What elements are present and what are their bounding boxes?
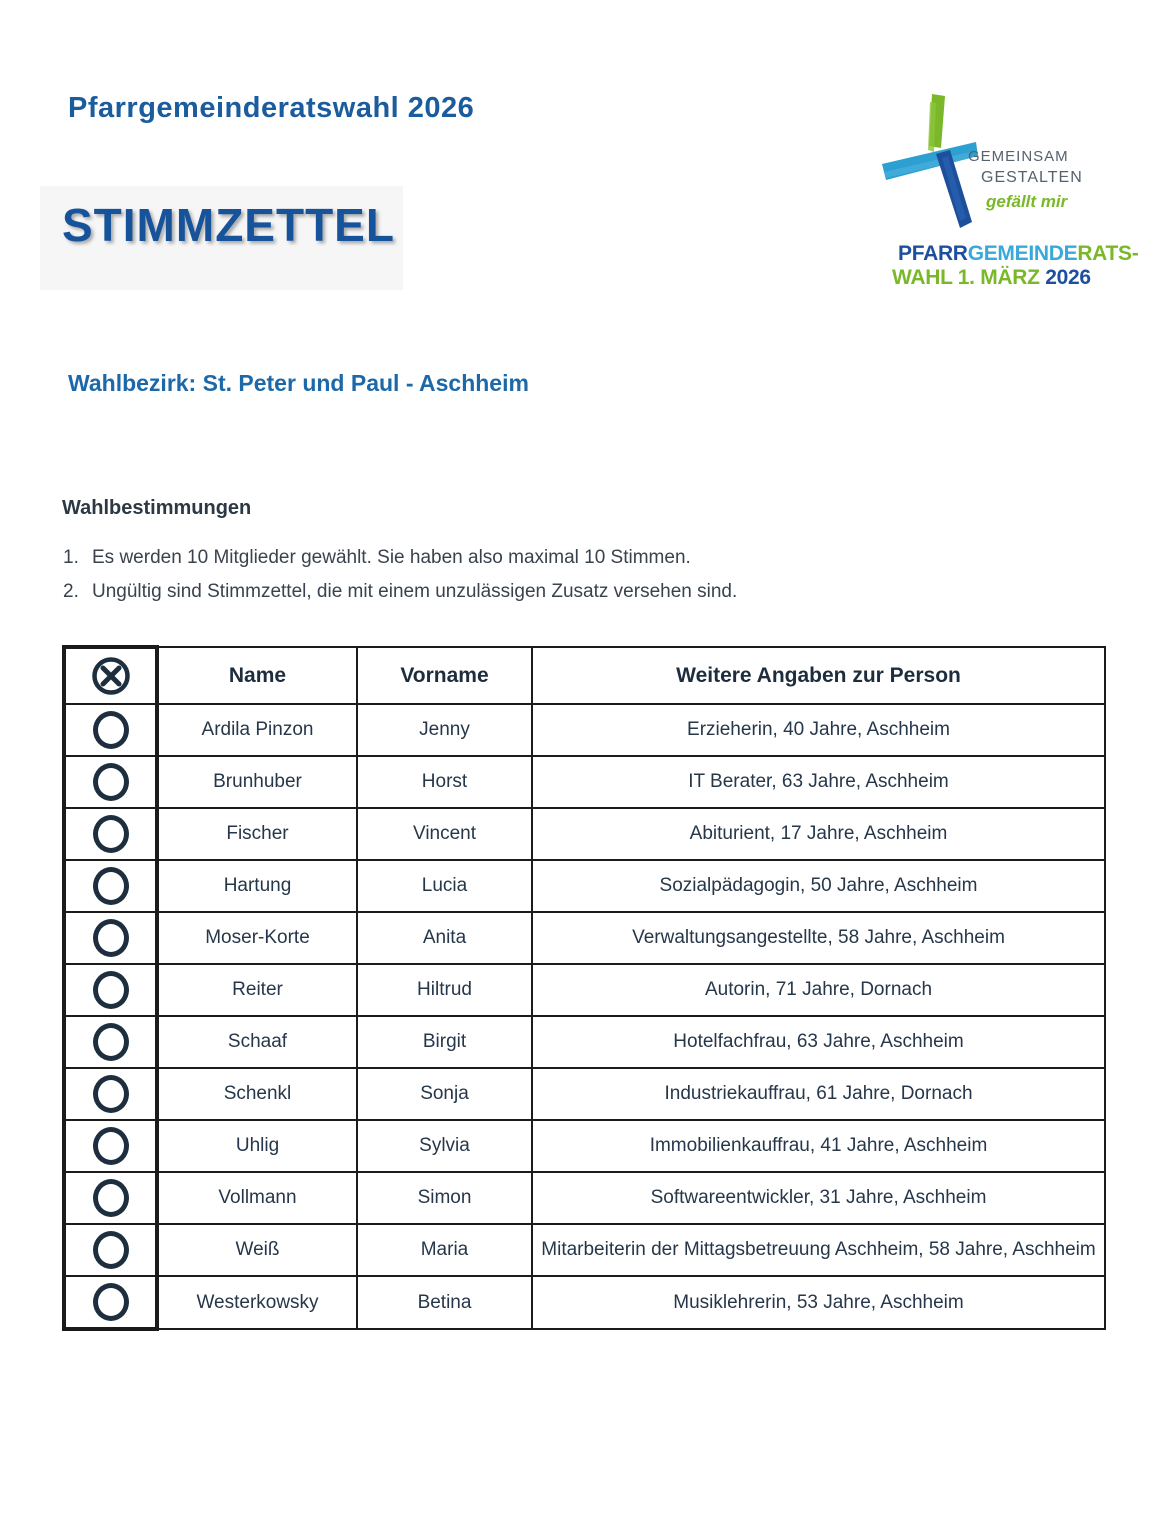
campaign-part-year: 2026 — [1045, 266, 1091, 289]
candidate-vorname: Horst — [357, 756, 532, 808]
vote-circle[interactable] — [93, 971, 129, 1009]
campaign-part-wahl: WAHL 1. MÄRZ — [892, 266, 1046, 289]
rule-number: 2. — [63, 581, 79, 602]
candidate-row — [64, 1224, 1105, 1276]
rules-heading: Wahlbestimmungen — [62, 497, 252, 519]
candidate-info: IT Berater, 63 Jahre, Aschheim — [532, 756, 1105, 808]
vote-circle[interactable] — [93, 1231, 129, 1269]
candidate-name: Weiß — [157, 1224, 357, 1276]
candidate-row — [64, 1120, 1105, 1172]
ballot-heading: STIMMZETTEL — [62, 199, 395, 251]
candidate-vorname: Sonja — [357, 1068, 532, 1120]
candidate-vorname: Maria — [357, 1224, 532, 1276]
candidate-info: Autorin, 71 Jahre, Dornach — [532, 964, 1105, 1016]
candidate-info: Softwareentwickler, 31 Jahre, Aschheim — [532, 1172, 1105, 1224]
candidate-name: Hartung — [157, 860, 357, 912]
candidate-name: Uhlig — [157, 1120, 357, 1172]
candidate-row — [64, 1016, 1105, 1068]
candidate-vorname: Lucia — [357, 860, 532, 912]
vote-circle[interactable] — [93, 1283, 129, 1321]
candidate-rows — [64, 704, 1105, 1329]
vote-mark-cell — [64, 1276, 157, 1329]
rule-item — [63, 581, 737, 603]
candidate-info: Industriekauffrau, 61 Jahre, Dornach — [532, 1068, 1105, 1120]
vote-circle[interactable] — [93, 919, 129, 957]
vote-circle[interactable] — [93, 1075, 129, 1113]
candidate-row — [64, 704, 1105, 756]
vote-mark-cell — [64, 1120, 157, 1172]
mark-column-header — [64, 647, 157, 704]
candidate-vorname: Vincent — [357, 808, 532, 860]
campaign-part-rats: RATS- — [1077, 242, 1139, 265]
rule-number: 1. — [63, 547, 79, 568]
candidate-row — [64, 1068, 1105, 1120]
vote-mark-cell — [64, 1068, 157, 1120]
candidate-info: Musiklehrerin, 53 Jahre, Aschheim — [532, 1276, 1105, 1329]
vote-mark-cell — [64, 860, 157, 912]
candidate-row — [64, 860, 1105, 912]
rules-list — [63, 547, 737, 615]
vote-circle[interactable] — [93, 1179, 129, 1217]
candidate-info: Mitarbeiterin der Mittagsbetreuung Aschheim, 58 Jahre, Aschheim — [532, 1224, 1105, 1276]
candidate-info: Erzieherin, 40 Jahre, Aschheim — [532, 704, 1105, 756]
candidate-name: Vollmann — [157, 1172, 357, 1224]
candidate-vorname: Jenny — [357, 704, 532, 756]
rule-item — [63, 547, 737, 569]
page-title: Pfarrgemeinderatswahl 2026 — [68, 92, 475, 124]
vote-circle[interactable] — [93, 1127, 129, 1165]
candidate-table — [62, 645, 1106, 1331]
candidate-row — [64, 808, 1105, 860]
candidate-name: Ardila Pinzon — [157, 704, 357, 756]
rule-text: Ungültig sind Stimmzettel, die mit einem unzulässigen Zusatz versehen sind. — [92, 581, 738, 602]
candidate-row — [64, 964, 1105, 1016]
column-header-info: Weitere Angaben zur Person — [532, 647, 1105, 704]
candidate-row — [64, 1276, 1105, 1329]
campaign-line2 — [892, 266, 1091, 290]
vote-mark-cell — [64, 1016, 157, 1068]
candidate-name: Schaaf — [157, 1016, 357, 1068]
candidate-info: Verwaltungsangestellte, 58 Jahre, Aschheim — [532, 912, 1105, 964]
candidate-vorname: Birgit — [357, 1016, 532, 1068]
vote-mark-cell — [64, 912, 157, 964]
vote-mark-cell — [64, 1172, 157, 1224]
vote-mark-cell — [64, 808, 157, 860]
vote-circle[interactable] — [93, 1023, 129, 1061]
candidate-row — [64, 912, 1105, 964]
candidate-row — [64, 756, 1105, 808]
circle-x-icon — [89, 654, 133, 698]
rule-text: Es werden 10 Mitglieder gewählt. Sie haben also maximal 10 Stimmen. — [92, 547, 691, 568]
candidate-vorname: Anita — [357, 912, 532, 964]
candidate-info: Sozialpädagogin, 50 Jahre, Aschheim — [532, 860, 1105, 912]
vote-circle[interactable] — [93, 815, 129, 853]
logo-motto-line2: GESTALTEN — [981, 169, 1083, 186]
candidate-name: Reiter — [157, 964, 357, 1016]
candidate-name: Brunhuber — [157, 756, 357, 808]
vote-mark-cell — [64, 756, 157, 808]
vote-circle[interactable] — [93, 867, 129, 905]
painted-cross-icon — [880, 92, 980, 232]
candidate-row — [64, 1172, 1105, 1224]
column-header-vorname: Vorname — [357, 647, 532, 704]
candidate-info: Immobilienkauffrau, 41 Jahre, Aschheim — [532, 1120, 1105, 1172]
campaign-line1 — [898, 242, 1138, 266]
vote-circle[interactable] — [93, 711, 129, 749]
candidate-vorname: Hiltrud — [357, 964, 532, 1016]
vote-circle[interactable] — [93, 763, 129, 801]
candidate-name: Schenkl — [157, 1068, 357, 1120]
column-header-name: Name — [157, 647, 357, 704]
campaign-part-gemeinde: GEMEINDE — [967, 242, 1078, 265]
candidate-name: Fischer — [157, 808, 357, 860]
candidate-vorname: Simon — [357, 1172, 532, 1224]
candidate-vorname: Betina — [357, 1276, 532, 1329]
district-label: Wahlbezirk: St. Peter und Paul - Aschheim — [68, 370, 529, 396]
campaign-logo — [880, 92, 1139, 317]
candidate-name: Westerkowsky — [157, 1276, 357, 1329]
candidate-name: Moser-Korte — [157, 912, 357, 964]
vote-mark-cell — [64, 1224, 157, 1276]
candidate-info: Abiturient, 17 Jahre, Aschheim — [532, 808, 1105, 860]
candidate-info: Hotelfachfrau, 63 Jahre, Aschheim — [532, 1016, 1105, 1068]
vote-mark-cell — [64, 704, 157, 756]
table-header-row — [64, 647, 1105, 704]
vote-mark-cell — [64, 964, 157, 1016]
logo-motto-line1: GEMEINSAM — [968, 148, 1069, 165]
candidate-vorname: Sylvia — [357, 1120, 532, 1172]
logo-tagline: gefällt mir — [986, 192, 1068, 211]
campaign-part-pfarr: PFARR — [898, 242, 968, 265]
